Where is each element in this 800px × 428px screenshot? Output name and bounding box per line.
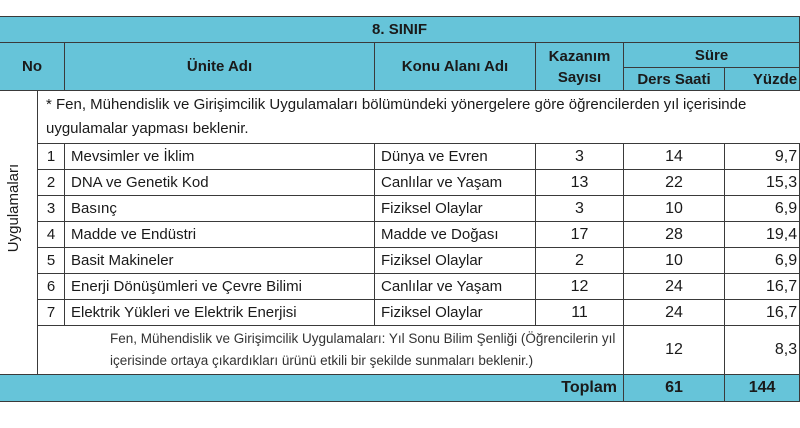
header-kazanim <box>536 43 624 91</box>
row-no: 1 <box>38 144 65 170</box>
header-ders-saati: Ders Saati <box>624 68 725 91</box>
row-yuzde: 6,9 <box>725 248 800 274</box>
header-konu: Konu Alanı Adı <box>375 43 536 91</box>
row-kazanim: 3 <box>536 196 624 222</box>
table-title: 8. SINIF <box>0 17 800 43</box>
header-no: No <box>0 43 65 91</box>
row-konu: Canlılar ve Yaşam <box>375 274 536 300</box>
table-row <box>0 144 800 170</box>
row-kazanim: 3 <box>536 144 624 170</box>
summary-text: Fen, Mühendislik ve Girişimcilik Uygulamaları: Yıl Sonu Bilim Şenliği (Öğrencilerin yıl içerisinde ortaya çıkardıkları ürünü etkili bir şekilde sunmaları beklenir.) <box>38 326 624 375</box>
header-sure: Süre <box>624 43 800 68</box>
note-text: * Fen, Mühendislik ve Girişimcilik Uygulamaları bölümündeki yönergelere göre öğrencilerden yıl içerisinde uygulamalar yapması beklenir. <box>38 91 800 144</box>
row-yuzde: 19,4 <box>725 222 800 248</box>
header-kazanim-line2: Sayısı <box>557 68 602 86</box>
row-konu: Fiziksel Olaylar <box>375 300 536 326</box>
row-yuzde: 16,7 <box>725 274 800 300</box>
row-kazanim: 11 <box>536 300 624 326</box>
header-unite: Ünite Adı <box>65 43 375 91</box>
row-no: 7 <box>38 300 65 326</box>
row-kazanim: 12 <box>536 274 624 300</box>
total-label: Toplam <box>0 375 624 402</box>
table-row <box>0 248 800 274</box>
row-ders-saati: 10 <box>624 248 725 274</box>
row-unite: Basınç <box>65 196 375 222</box>
row-kazanim: 17 <box>536 222 624 248</box>
row-no: 2 <box>38 170 65 196</box>
header-kazanim-line1: Kazanım <box>548 47 611 65</box>
row-ders-saati: 10 <box>624 196 725 222</box>
table-row <box>0 222 800 248</box>
row-kazanim: 13 <box>536 170 624 196</box>
row-yuzde: 16,7 <box>725 300 800 326</box>
header-yuzde: Yüzde <box>725 68 800 91</box>
row-unite: DNA ve Genetik Kod <box>65 170 375 196</box>
summary-yuzde: 8,3 <box>725 326 800 375</box>
summary-ders-saati: 12 <box>624 326 725 375</box>
row-ders-saati: 28 <box>624 222 725 248</box>
row-ders-saati: 24 <box>624 274 725 300</box>
row-konu: Dünya ve Evren <box>375 144 536 170</box>
table-row <box>0 196 800 222</box>
row-no: 5 <box>38 248 65 274</box>
row-yuzde: 6,9 <box>725 196 800 222</box>
row-no: 4 <box>38 222 65 248</box>
row-no: 3 <box>38 196 65 222</box>
total-kazanim: 61 <box>624 375 725 402</box>
row-ders-saati: 24 <box>624 300 725 326</box>
side-blank <box>0 326 38 375</box>
row-ders-saati: 14 <box>624 144 725 170</box>
side-label: Uygulamaları <box>4 164 22 253</box>
total-ders-saati: 144 <box>725 375 800 402</box>
table-row <box>0 170 800 196</box>
table-row <box>0 274 800 300</box>
row-unite: Basit Makineler <box>65 248 375 274</box>
row-konu: Canlılar ve Yaşam <box>375 170 536 196</box>
table-row <box>0 300 800 326</box>
row-konu: Madde ve Doğası <box>375 222 536 248</box>
row-ders-saati: 22 <box>624 170 725 196</box>
row-unite: Elektrik Yükleri ve Elektrik Enerjisi <box>65 300 375 326</box>
row-konu: Fiziksel Olaylar <box>375 248 536 274</box>
row-unite: Enerji Dönüşümleri ve Çevre Bilimi <box>65 274 375 300</box>
row-no: 6 <box>38 274 65 300</box>
row-yuzde: 15,3 <box>725 170 800 196</box>
row-konu: Fiziksel Olaylar <box>375 196 536 222</box>
row-unite: Mevsimler ve İklim <box>65 144 375 170</box>
row-yuzde: 9,7 <box>725 144 800 170</box>
side-column <box>0 91 38 326</box>
row-unite: Madde ve Endüstri <box>65 222 375 248</box>
row-kazanim: 2 <box>536 248 624 274</box>
curriculum-table <box>0 16 800 402</box>
